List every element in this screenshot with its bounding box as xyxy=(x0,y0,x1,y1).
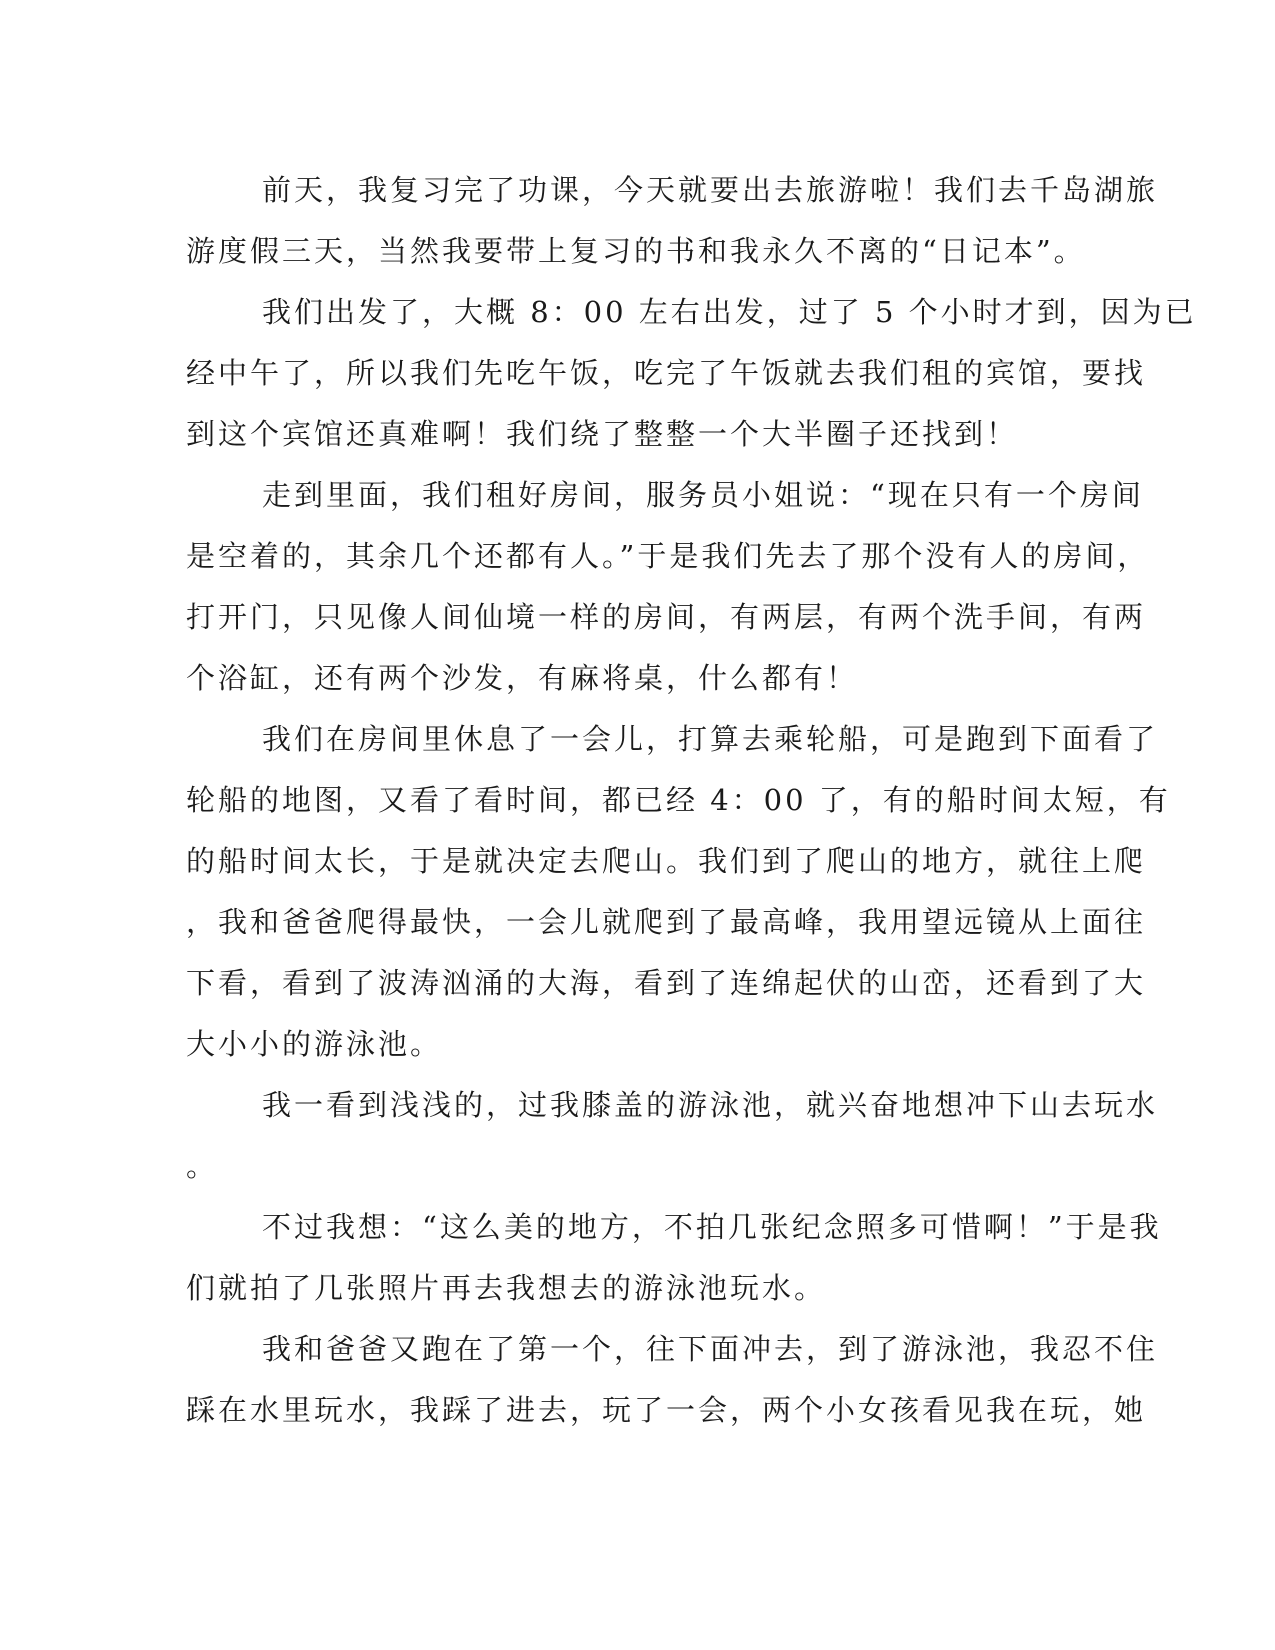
text-line: 是空着的，其余几个还都有人。”于是我们先去了那个没有人的房间， xyxy=(186,539,1150,573)
text-line: 我们出发了，大概 8：00 左右出发，过了 5 个小时才到，因为已 xyxy=(262,295,1197,329)
text-line: 们就拍了几张照片再去我想去的游泳池玩水。 xyxy=(186,1271,827,1305)
text-line: 踩在水里玩水，我踩了进去，玩了一会，两个小女孩看见我在玩，她 xyxy=(186,1393,1147,1427)
text-line: 下看，看到了波涛汹涌的大海，看到了连绵起伏的山峦，还看到了大 xyxy=(186,966,1147,1000)
text-line: 我一看到浅浅的，过我膝盖的游泳池，就兴奋地想冲下山去玩水 xyxy=(262,1088,1159,1122)
text-line: 不过我想：“这么美的地方，不拍几张纪念照多可惜啊！”于是我 xyxy=(262,1210,1162,1244)
text-line: 打开门，只见像人间仙境一样的房间，有两层，有两个洗手间，有两 xyxy=(186,600,1147,634)
text-line: 大小小的游泳池。 xyxy=(186,1027,443,1061)
text-line: 。 xyxy=(186,1149,219,1183)
text-line: 经中午了，所以我们先吃午饭，吃完了午饭就去我们租的宾馆，要找 xyxy=(186,356,1147,390)
text-line: 走到里面，我们租好房间，服务员小姐说：“现在只有一个房间 xyxy=(262,478,1144,512)
text-line: 的船时间太长，于是就决定去爬山。我们到了爬山的地方，就往上爬 xyxy=(186,844,1147,878)
text-line: 轮船的地图，又看了看时间，都已经 4：00 了，有的船时间太短，有 xyxy=(186,783,1171,817)
text-line: 到这个宾馆还真难啊！我们绕了整整一个大半圈子还找到！ xyxy=(186,417,1019,451)
text-line: 个浴缸，还有两个沙发，有麻将桌，什么都有！ xyxy=(186,661,859,695)
text-line: 我和爸爸又跑在了第一个，往下面冲去，到了游泳池，我忍不住 xyxy=(262,1332,1159,1366)
text-line: 我们在房间里休息了一会儿，打算去乘轮船，可是跑到下面看了 xyxy=(262,722,1159,756)
text-line: 游度假三天，当然我要带上复习的书和我永久不离的“日记本”。 xyxy=(186,234,1086,268)
essay-body xyxy=(186,160,1197,1441)
text-line: ，我和爸爸爬得最快，一会儿就爬到了最高峰，我用望远镜从上面往 xyxy=(186,905,1147,939)
text-line: 前天，我复习完了功课，今天就要出去旅游啦！我们去千岛湖旅 xyxy=(262,173,1159,207)
